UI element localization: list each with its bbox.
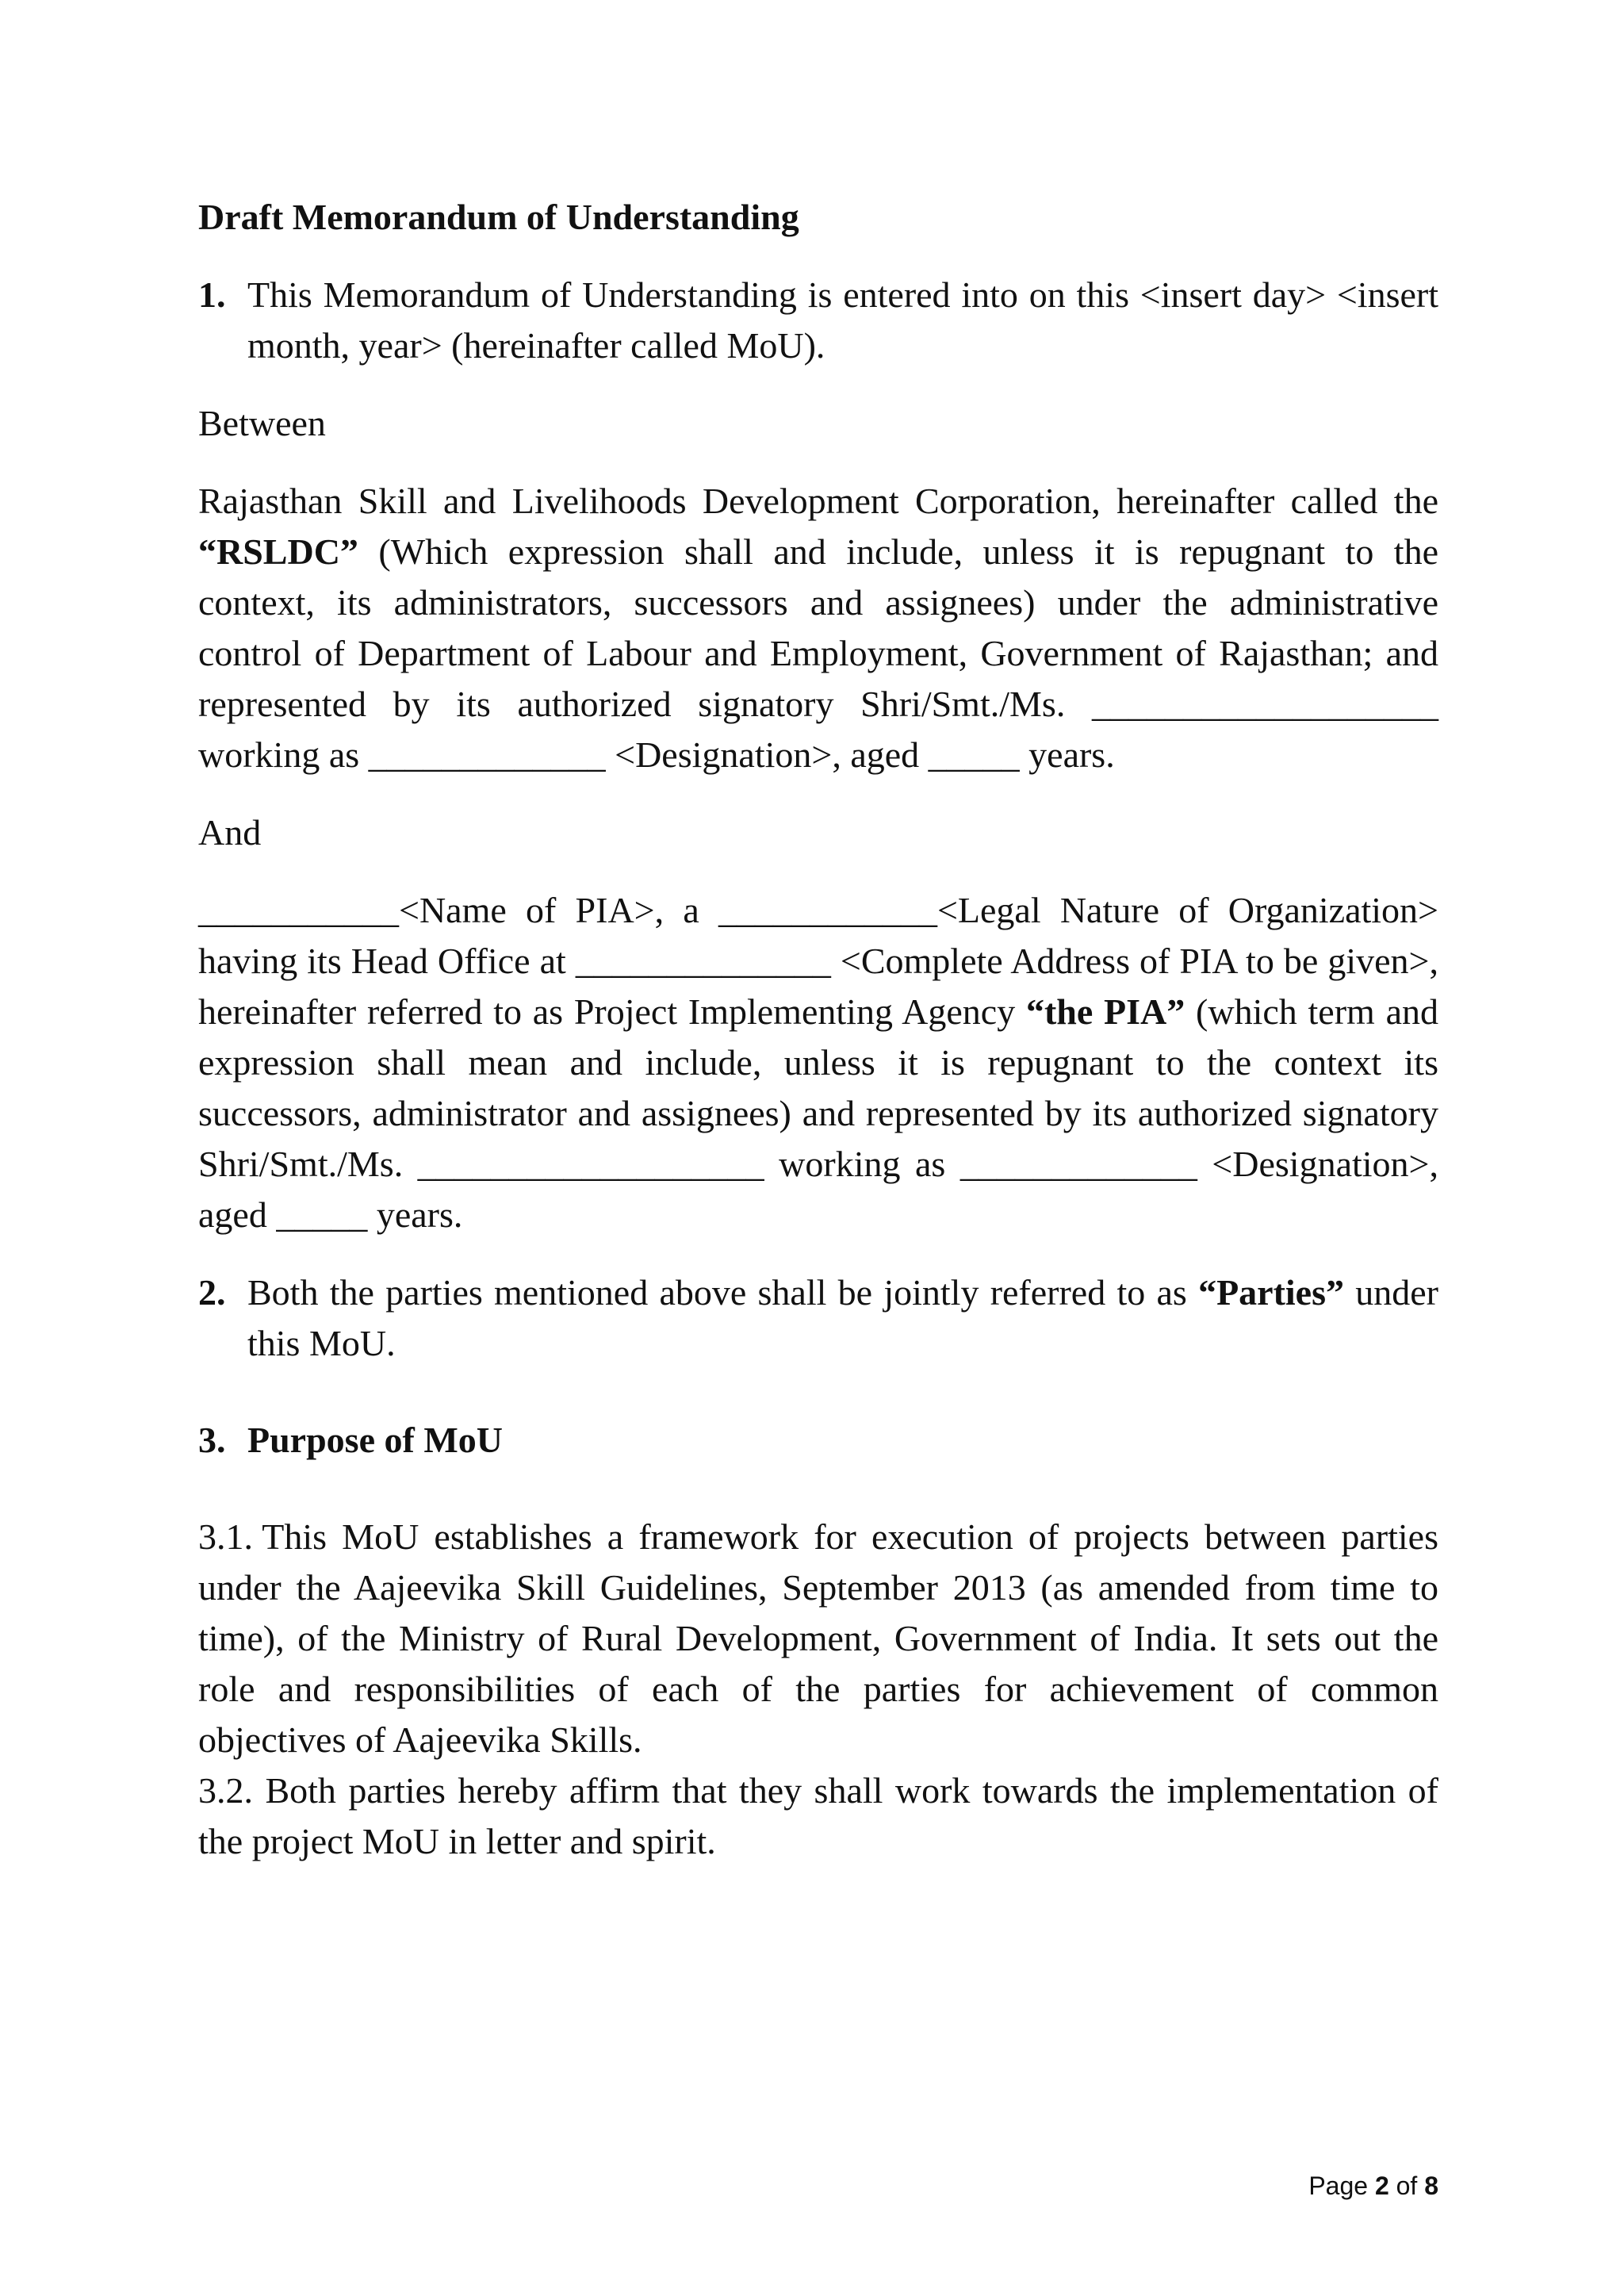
party-2-short-name: “the PIA” bbox=[1025, 991, 1185, 1032]
of-word: of bbox=[1396, 2171, 1418, 2200]
between-label: Between bbox=[198, 403, 326, 443]
subclause-3-1 bbox=[198, 1512, 1438, 1765]
clause-2 bbox=[198, 1267, 1438, 1369]
clause-1-text: This Memorandum of Understanding is entered into on this <insert day> <insert month, year> (hereinafter called MoU). bbox=[247, 274, 1438, 366]
subclause-3-2-text: Both parties hereby affirm that they shall work towards the implementation of the project MoU in letter and spirit. bbox=[198, 1770, 1438, 1861]
clause-2-text bbox=[247, 1267, 1438, 1369]
current-page: 2 bbox=[1374, 2171, 1389, 2200]
document-body bbox=[198, 187, 1438, 1867]
document-title: Draft Memorandum of Understanding bbox=[198, 197, 799, 237]
party-2-rest: (which term and expression shall mean and include, unless it is repugnant to the context its successors, administrator and assignees) and represented by its authorized signatory Shri/Smt./Ms. ___________________ working as _____________ <Designation>, aged _____ years. bbox=[198, 991, 1439, 1235]
subclause-3-2 bbox=[198, 1765, 1438, 1867]
subclause-3-1-number: 3.1. bbox=[198, 1516, 253, 1557]
subclause-3-1-text: This MoU establishes a framework for execution of projects between parties under the Aajeevika Skill Guidelines, September 2013 (as amended from time to time), of the Ministry of Rural Development, Government of India. It sets out the role and responsibilities of each of the parties for achievement of common objectives of Aajeevika Skills. bbox=[198, 1516, 1438, 1760]
clause-1-number: 1. bbox=[198, 274, 226, 315]
subclause-3-2-number: 3.2. bbox=[198, 1770, 253, 1811]
party-1-rest: (Which expression shall and include, unless it is repugnant to the context, its administrators, successors and assignees) under the administrative control of Department of Labour and Employment, Government of Rajasthan; and represented by its authorized signatory Shri/Smt./Ms. ___________________ working as _____________ <Designation>, aged _____ years. bbox=[198, 531, 1438, 775]
page-number bbox=[1308, 2170, 1438, 2202]
section-3-number: 3. bbox=[198, 1420, 226, 1460]
section-3-heading bbox=[198, 1415, 1438, 1466]
page-word: Page bbox=[1308, 2171, 1369, 2200]
section-3-title: Purpose of MoU bbox=[247, 1420, 503, 1460]
party-1-paragraph bbox=[198, 476, 1438, 780]
total-pages: 8 bbox=[1424, 2171, 1438, 2200]
clause-2-text-before: Both the parties mentioned above shall be jointly referred to as bbox=[247, 1272, 1199, 1313]
party-2-intro: ___________<Name of PIA>, a ____________<Legal Nature of Organization> having its Head Office at ______________ <Complete Address of PIA to be given>, hereinafter referred to as Project Implementing Agency bbox=[198, 890, 1438, 1032]
and-label: And bbox=[198, 812, 262, 853]
clause-2-text-after: under this MoU. bbox=[247, 1272, 1438, 1363]
party-2-paragraph bbox=[198, 885, 1438, 1240]
party-1-intro: Rajasthan Skill and Livelihoods Development Corporation, hereinafter called the bbox=[198, 481, 1438, 521]
clause-1 bbox=[198, 270, 1438, 371]
party-1-short-name: “RSLDC” bbox=[198, 531, 358, 572]
clause-2-number: 2. bbox=[198, 1272, 226, 1313]
clause-2-bold: “Parties” bbox=[1198, 1272, 1344, 1313]
